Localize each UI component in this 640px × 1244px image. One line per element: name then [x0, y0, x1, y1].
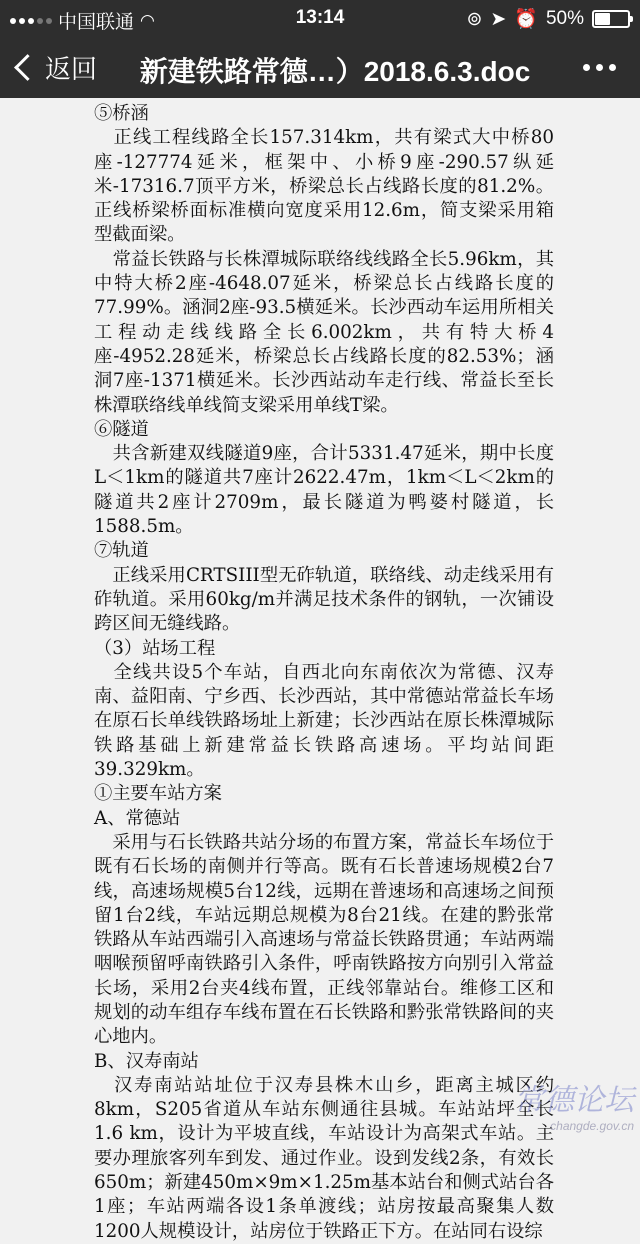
doc-line: 正线采用CRTSIII型无砟轨道，联络线、动走线采用有砟轨道。采用60kg/m并满足技术条件的钢轨，一次铺设跨区间无缝线路。 — [94, 564, 554, 635]
rotation-lock-icon: ⊚ — [466, 8, 483, 30]
watermark-url: changde.gov.cn — [550, 1119, 634, 1133]
battery-icon — [592, 10, 630, 28]
doc-line: A、常德站 — [94, 807, 181, 829]
doc-line: 采用与石长铁路共站分场的布置方案，常益长车场位于既有石长场的南侧并行等高。既有石长普速场规模2台7线，高速场规模5台12线，远期在普速场和高速场之间预留1台2线，车站远期总规模为8台21线。在建的黔张常铁路从车站西端引入高速场与常益长铁路贯通；车站两端咽喉预留呼南铁路引入条件，呼南铁路按方向别引入常益长场，采用2台夹4线布置，正线邻靠站台。维修工区和规划的动车组存车线布置在石长铁路和黔张常铁路间的夹心地内。 — [94, 831, 554, 1048]
wifi-icon: ◠ — [140, 10, 155, 30]
doc-line: 汉寿南站站址位于汉寿县株木山乡，距离主城区约8km，S205省道从车站东侧通往县城。车站站坪全长1.6 km，设计为平坡直线，车站设计为高架式车站。主要办理旅客列车到发、通过作业。设到发线2条，有效长650m；新建450m×9m×1.25m基本站台和侧式站台各1座；车站两端各设1条单渡线；站房按最高聚集人数1200人规模设计，站房位于铁路正下方。在站同右设综 — [94, 1074, 554, 1242]
doc-line: B、汉寿南站 — [94, 1050, 199, 1072]
more-options-button[interactable] — [583, 64, 616, 71]
back-label: 返回 — [45, 54, 98, 84]
doc-line: 正线工程线路全长157.314km，共有梁式大中桥80座-127774延米，框架中、小桥9座-290.57纵延米-17316.7顶平方米，桥梁总长占线路长度的81.2%。正线桥梁桥面标准横向宽度采用12.6m，简支梁采用箱型截面梁。 — [94, 127, 554, 246]
alarm-icon: ⏰ — [514, 9, 538, 30]
doc-line: 共含新建双线隧道9座，合计5331.47延米，期中长度L＜1km的隧道共7座计2622.47m，1km＜L＜2km的隧道共2座计2709m，最长隧道为鸭婆村隧道，长1588.5m。 — [94, 443, 554, 538]
more-dots-icon — [583, 64, 590, 71]
clock: 13:14 — [295, 7, 345, 28]
watermark-text: 常德论坛 — [514, 1084, 634, 1117]
back-button[interactable] — [12, 49, 97, 86]
status-right — [466, 7, 630, 31]
nav-bar — [0, 36, 640, 98]
watermark-logo — [514, 1075, 634, 1133]
doc-line: ①主要车站方案 — [94, 783, 222, 805]
doc-line: ⑥隧道 — [94, 418, 149, 440]
carrier-label: 中国联通 — [58, 12, 135, 33]
doc-line: 全线共设5个车站，自西北向东南依次为常德、汉寿南、益阳南、宁乡西、长沙西站，其中常德站常益长车场在原石长单线铁路场址上新建；长沙西站在原长株潭城际铁路基础上新建常益长铁路高速场。平均站间距39.329km。 — [94, 661, 554, 781]
page-title: 新建铁路常德…）2018.6.3.doc — [139, 56, 531, 87]
chevron-left-icon — [14, 54, 41, 81]
status-bar — [0, 0, 640, 36]
doc-line: ⑤桥涵 — [94, 103, 149, 124]
location-icon: ➤ — [490, 8, 507, 30]
doc-line: 常益长铁路与长株潭城际联络线线路全长5.96km，其中特大桥2座-4648.07延米，桥梁总长占线路长度的77.99%。涵洞2座-93.5横延米。长沙西动车运用所相关工程动走线线路全长6.002km，共有特大桥4座-4952.28延米，桥梁总长占线路长度的82.53%；涵洞7座-1371横延米。长沙西站动车走行线、常益长至长株潭联络线单线简支梁采用单线T梁。 — [94, 248, 554, 416]
doc-line: ⑦轨道 — [94, 540, 149, 562]
document-body — [94, 102, 554, 1244]
doc-line: （3）站场工程 — [94, 637, 216, 659]
battery-percent: 50% — [545, 8, 584, 29]
